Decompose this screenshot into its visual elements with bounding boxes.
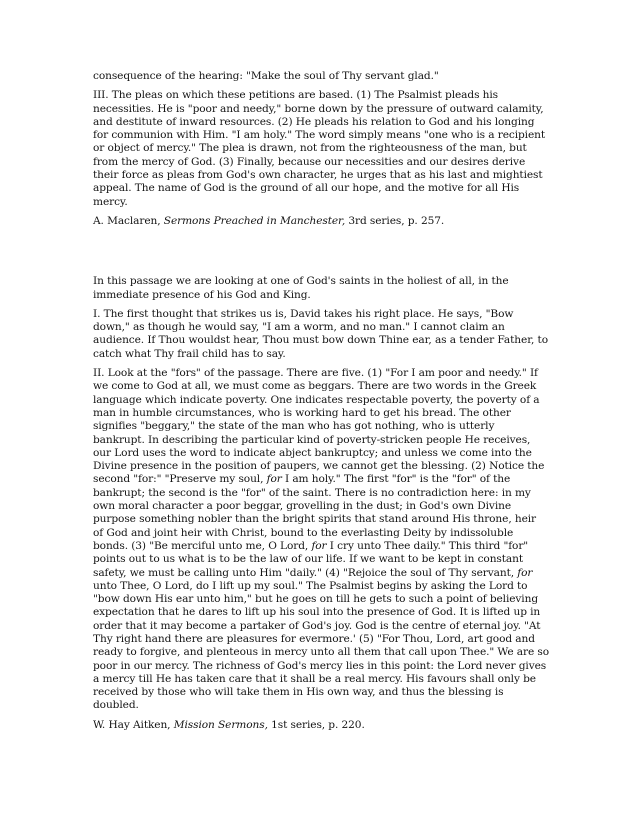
citation-title: Mission Sermons, bbox=[173, 718, 268, 731]
fors-emphasis-2: for bbox=[311, 539, 327, 552]
citation-maclaren bbox=[93, 215, 549, 228]
paragraph-pleas: III. The pleas on which these petitions are based. (1) The Psalmist pleads his necessities. He is "poor and needy," borne down by the pressure of outward calamity, and destitute of inward resources. (2) He pleads his relation to God and his longing for communion with Him. "I am holy." The word simply means "one who is a recipient or object of mercy." The plea is drawn, not from the righteousness of the man, but from the mercy of God. (3) Finally, because our necessities and our desires derive their force as pleas from God's own character, he urges that as his last and mightiest appeal. The name of God is the ground of all our hope, and the motive for all His mercy. bbox=[93, 89, 546, 208]
citation-details: 1st series, p. 220. bbox=[267, 718, 365, 731]
fors-text-b: I am holy." The first "for" is the "for" of the bankrupt; the second is the "for" of the saint. There is no contradiction here: in my own moral character a poor beggar, grovelling in the dust; in God's own Divine purpose something nobler than the bright spirits that stand around His throne, heir of God and joint heir with Christ, bound to the everlasting Deity by indissoluble bonds. (3) "Be merciful unto me, O Lord, bbox=[93, 473, 537, 552]
paragraph-fors bbox=[93, 367, 549, 713]
citation-title: Sermons Preached in Manchester, bbox=[163, 214, 346, 227]
fors-emphasis-1: for bbox=[266, 473, 282, 486]
paragraph-right-place: I. The first thought that strikes us is, David takes his right place. He says, "Bow down," as though he would say, "I am a worm, and no man." I cannot claim an audience. If Thou wouldst hear, Thou must bow down Thine ear, as a tender Father, to catch what Thy frail child has to say. bbox=[93, 307, 548, 360]
paragraph-intro: In this passage we are looking at one of God's saints in the holiest of all, in the immediate presence of his God and King. bbox=[93, 275, 509, 301]
citation-aitken bbox=[93, 719, 549, 732]
fors-text-a: II. Look at the "fors" of the passage. There are five. (1) "For I am poor and needy." If we come to God at all, we must come as beggars. There are two words in the Greek language which indicate poverty. One indicates respectable poverty, the poverty of a man in humble circumstances, who is working hard to get his bread. The other signifies "beggary," the state of the man who has got nothing, who is utterly bankrupt. In describing the particular kind of poverty-stricken people He receives, our Lord uses the word to indicate abject bankruptcy; and unless we come into the Divine presence in the position of paupers, we cannot get the blessing. (2) Notice the second "for:" "Preserve my soul, bbox=[93, 367, 545, 486]
fors-text-d: unto Thee, O Lord, do I lift up my soul." The Psalmist begins by asking the Lord to "bow down His ear unto him," but he goes on till he gets to such a point of believing expectation that he dares to lift up his soul into the presence of God. It is lifted up in order that it may become a partaker of God's joy. God is the centre of eternal joy. "At Thy right hand there are pleasures for evermore.' (5) "For Thou, Lord, art good and ready to forgive, and plenteous in mercy unto all them that call upon Thee." We are so poor in our mercy. The richness of God's mercy lies in this point: the Lord never gives a mercy till He has taken care that it shall be a real mercy. His favours shall only be received by those who will take them in His own way, and thus the blessing is doubled. bbox=[93, 579, 550, 712]
citation-details: 3rd series, p. 257. bbox=[345, 214, 445, 227]
citation-author: W. Hay Aitken, bbox=[93, 718, 174, 731]
fors-text-c: I cry unto Thee daily." This third "for" points out to us what is to be the law of our life. If we want to be kept in constant safety, we must be calling unto Him "daily." (4) "Rejoice the soul of Thy servant, bbox=[93, 539, 529, 579]
document-page bbox=[93, 70, 549, 738]
citation-author: A. Maclaren, bbox=[93, 214, 164, 227]
section-gap bbox=[93, 234, 549, 275]
fors-emphasis-3: for bbox=[517, 566, 533, 579]
paragraph-consequence: consequence of the hearing: "Make the soul of Thy servant glad." bbox=[93, 70, 439, 82]
